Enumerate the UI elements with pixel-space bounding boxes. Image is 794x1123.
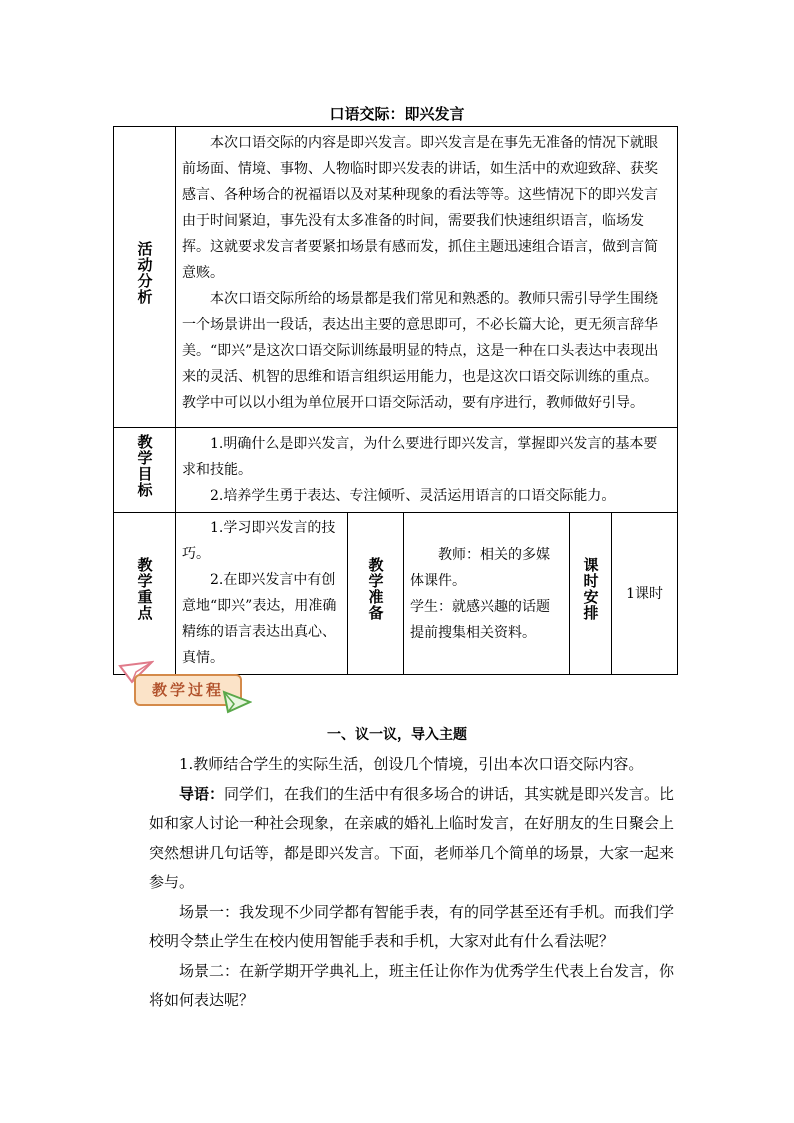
paper-plane-icon [222, 688, 252, 714]
key-point: 2.在即兴发言中有创意地“即兴”表达，用准确精练的语言表达出真心、真情。 [182, 572, 337, 666]
time-label: 课时安排 [581, 557, 600, 621]
intro-paragraph [149, 780, 677, 898]
goals-content [176, 428, 678, 513]
body-text [149, 750, 677, 1016]
badge-label: 教学过程 [134, 674, 242, 706]
analysis-row [114, 127, 678, 428]
body-item-1: 1.教师结合学生的实际生活，创设几个情境，引出本次口语交际内容。 [179, 755, 644, 773]
key-row [114, 513, 678, 675]
document-title: 口语交际：即兴发言 [329, 105, 465, 123]
teaching-process-badge [118, 660, 258, 716]
goals-label-cell [114, 428, 176, 513]
goal-item: 2.培养学生勇于表达、专注倾听、灵活运用语言的口语交际能力。 [210, 488, 616, 504]
scene-2: 场景二：在新学期开学典礼上，班主任让你作为优秀学生代表上台发言，你将如何表达呢？ [149, 961, 675, 1009]
lesson-plan-table [113, 126, 678, 675]
prep-content [404, 513, 570, 675]
intro-label: 导语： [179, 784, 225, 803]
analysis-label: 活动分析 [135, 240, 154, 305]
time-value-cell [612, 513, 678, 675]
goals-label: 教学目标 [135, 433, 154, 498]
scene-1: 场景一：我发现不少同学都有智能手表，有的同学甚至还有手机。而我们学校明令禁止学生在校内使用智能手表和手机，大家对此有什么看法呢？ [149, 902, 675, 950]
time-label-cell [570, 513, 612, 675]
key-label: 教学重点 [135, 557, 154, 621]
analysis-paragraph: 本次口语交际所给的场景都是我们常见和熟悉的。教师只需引导学生围绕一个场景讲出一段话，表达出主要的意思即可，不必长篇大论，更无须言辞华美。“即兴”是这次口语交际训练最明显的特点，这是一种在口头表达中表现出来的灵活、机智的思维和语言组织运用能力，也是这次口语交际训练的重点。教学中可以以小组为单位展开口语交际活动，要有序进行，教师做好引导。 [182, 291, 659, 411]
time-value: 1课时 [626, 585, 663, 602]
goals-row [114, 428, 678, 513]
key-content [176, 513, 348, 675]
intro-text: 同学们，在我们的生活中有很多场合的讲话，其实就是即兴发言。比如和家人讨论一种社会现象，在亲戚的婚礼上临时发言，在好朋友的生日聚会上突然想讲几句话等，都是即兴发言。下面，老师举几个简单的场景，大家一起来参与。 [149, 784, 675, 891]
analysis-label-cell [114, 127, 176, 428]
goal-item: 1.明确什么是即兴发言，为什么要进行即兴发言，掌握即兴发言的基本要求和技能。 [182, 436, 658, 478]
analysis-content [176, 127, 678, 428]
prep-label: 教学准备 [366, 557, 385, 621]
section-title: 一、议一议，导入主题 [327, 727, 467, 743]
prep-label-cell [348, 513, 404, 675]
prep-student: 学生：就感兴趣的话题提前搜集相关资料。 [410, 598, 550, 641]
key-label-cell [114, 513, 176, 675]
analysis-paragraph: 本次口语交际的内容是即兴发言。即兴发言是在事先无准备的情况下就眼前场面、情境、事物、人物临时即兴发表的讲话，如生活中的欢迎致辞、获奖感言、各种场合的祝福语以及对某种现象的看法等等。这些情况下的即兴发言由于时间紧迫，事先没有太多准备的时间，需要我们快速组织语言，临场发挥。这就要求发言者要紧扣场景有感而发，抓住主题迅速组合语言，做到言简意赅。 [182, 135, 658, 281]
prep-teacher: 教师：相关的多媒体课件。 [410, 546, 550, 589]
key-point: 1.学习即兴发言的技巧。 [182, 520, 336, 562]
